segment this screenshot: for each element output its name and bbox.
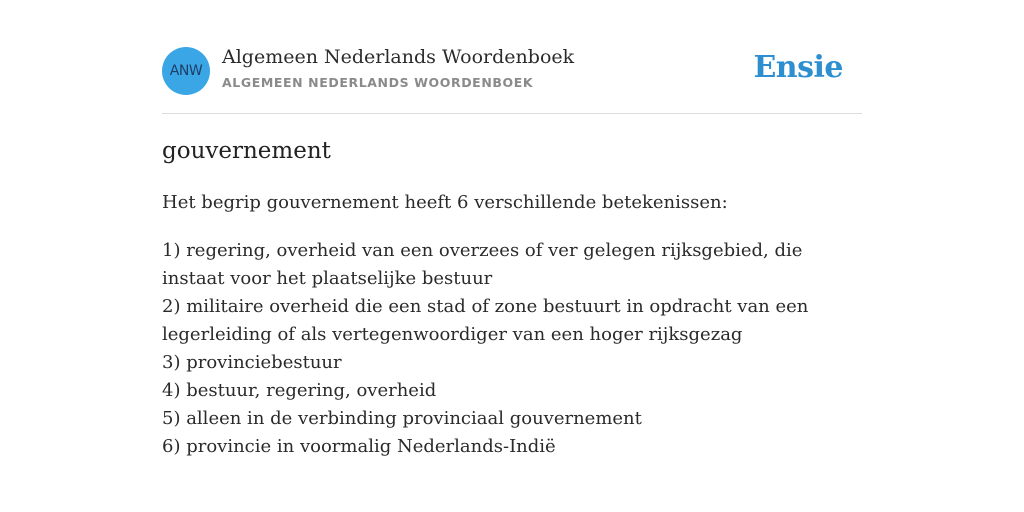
meaning-item: 1) regering, overheid van een overzees of ver gelegen rijksgebied, die instaat voor het plaatselijke bestuur <box>162 240 803 289</box>
meanings-list <box>162 237 852 461</box>
meaning-item: 3) provinciebestuur <box>162 352 342 373</box>
anw-logo-text: ANW <box>169 63 203 79</box>
source-subtitle: ALGEMEEN NEDERLANDS WOORDENBOEK <box>222 75 534 90</box>
anw-logo[interactable] <box>162 47 210 95</box>
meaning-item: 2) militaire overheid die een stad of zone bestuurt in opdracht van een legerleiding of als vertegenwoordiger van een hoger rijksgezag <box>162 296 809 345</box>
entry-card <box>162 0 862 512</box>
meanings-intro: Het begrip gouvernement heeft 6 verschillende betekenissen: <box>162 192 728 213</box>
meaning-item: 6) provincie in voormalig Nederlands-Indië <box>162 436 556 457</box>
meaning-item: 5) alleen in de verbinding provinciaal gouvernement <box>162 408 642 429</box>
header-divider <box>162 113 862 114</box>
source-header <box>162 46 862 96</box>
ensie-logo[interactable]: Ensie <box>753 50 843 85</box>
source-title[interactable]: Algemeen Nederlands Woordenboek <box>222 46 575 68</box>
meaning-item: 4) bestuur, regering, overheid <box>162 380 437 401</box>
headword: gouvernement <box>162 138 331 164</box>
